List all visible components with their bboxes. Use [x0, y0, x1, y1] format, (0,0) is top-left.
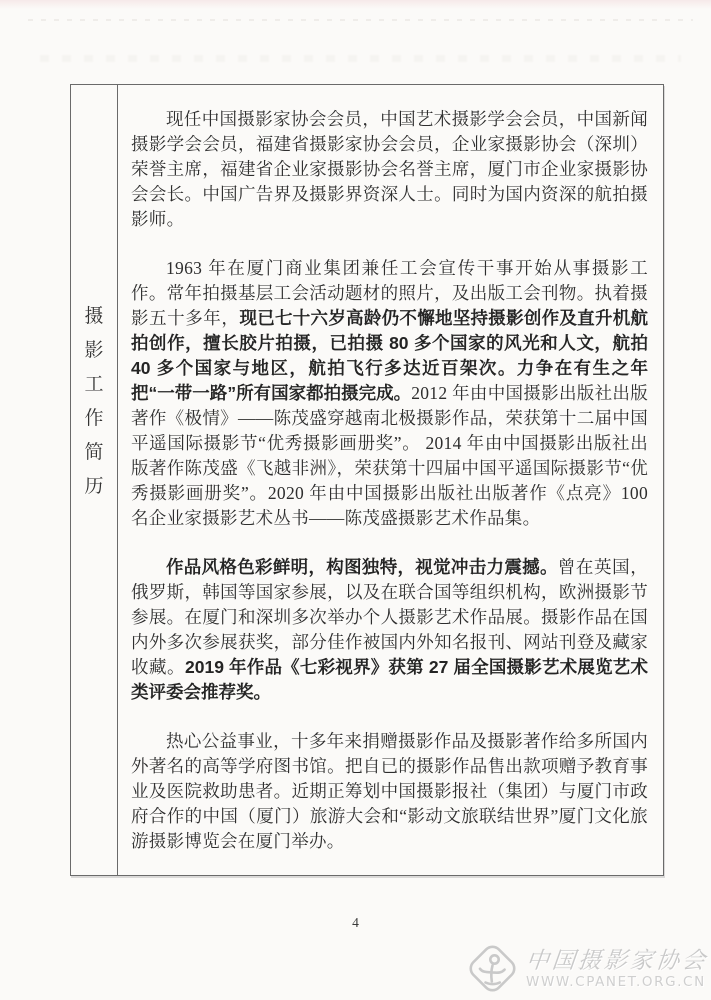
- sidebar-label: [71, 85, 118, 875]
- sidebar-label-char: 摄: [84, 306, 104, 327]
- bold-text-run: 现已七十六岁高龄仍不懈地坚持摄影创作及直升机航拍创作，擅长胶片拍摄，已拍摄 80 多个国家的风光和人文，航拍 40 多个国家与地区，航拍飞行多达近百架次。力争在有生之年把“一带一路”所有国家都拍摄完成。: [131, 308, 648, 403]
- sidebar-label-char: 工: [84, 374, 104, 395]
- sidebar-label-char: 历: [84, 476, 104, 497]
- scan-artifact-top-band: [0, 0, 711, 9]
- cpanet-logo-icon: [464, 940, 521, 997]
- text-run: 曾在英国，俄罗斯，韩国等国家参展，以及在联合国等组织机构，欧洲摄影节参展。在厦门和深圳多次举办个人摄影艺术作品展。摄影作品在国内外多次参展获奖，部分佳作被国内外知名报刊、网站刊登及藏家收藏。: [131, 557, 649, 677]
- sidebar-label-char: 作: [84, 408, 104, 429]
- sidebar-label-char: 简: [84, 442, 104, 463]
- body-paragraph: [131, 256, 648, 531]
- watermark-title: 中国摄影家协会: [524, 947, 710, 974]
- text-run: 1963 年在厦门商业集团兼任工会宣传干事开始从事摄影工作。常年拍摄基层工会活动题材的照片，及出版工会刊物。执着摄影五十多年，: [131, 258, 648, 328]
- page-number: 4: [352, 915, 359, 930]
- sidebar-label-char: 影: [84, 340, 104, 361]
- bold-text-run: 2019 年作品《七彩视界》获第 27 届全国摄影艺术展览艺术类评委会推荐奖。: [131, 657, 648, 702]
- document-table-frame: [70, 84, 664, 876]
- scan-artifact-noise-line: [28, 19, 693, 21]
- text-run: 热心公益事业，十多年来捐赠摄影作品及摄影著作给多所国内外著名的高等学府图书馆。把自已的摄影作品售出款项赠予教育事业及医院救助患者。近期正筹划中国摄影报社（集团）与厦门市政府合作的中国（厦门）旅游大会和“影动文旅联结世界”厦门文化旅游摄影博览会在厦门举办。: [131, 731, 648, 851]
- watermark-text-block: [526, 948, 708, 990]
- body-paragraph: [131, 555, 648, 705]
- text-run: 2012 年由中国摄影出版社出版著作《极情》——陈茂盛穿越南北极摄影作品，荣获第十二届中国平遥国际摄影节“优秀摄影画册奖”。 2014 年由中国摄影出版社出版著作陈茂盛《飞越非洲》，荣获第十四届中国平遥国际摄影节“优秀摄影画册奖”。2020 年由中国摄影出版社出版著作《点亮》100 名企业家摄影艺术丛书——陈茂盛摄影艺术作品集。: [131, 383, 648, 528]
- bold-text-run: 作品风格色彩鲜明，构图独特，视觉冲击力震撼。: [166, 557, 558, 577]
- watermark: [464, 940, 708, 997]
- body-paragraph: [131, 729, 648, 854]
- scan-artifact-noise-band: [40, 55, 681, 62]
- body-paragraph: [131, 107, 648, 232]
- watermark-url: WWW.CPANET.ORG.CN: [526, 973, 706, 990]
- text-run: 现任中国摄影家协会会员，中国艺术摄影学会会员，中国新闻摄影学会会员，福建省摄影家协会会员，企业家摄影协会（深圳）荣誉主席，福建省企业家摄影协会名誉主席，厦门市企业家摄影协会会长。中国广告界及摄影界资深人士。同时为国内资深的航拍摄影师。: [131, 109, 648, 229]
- document-body: [118, 85, 663, 875]
